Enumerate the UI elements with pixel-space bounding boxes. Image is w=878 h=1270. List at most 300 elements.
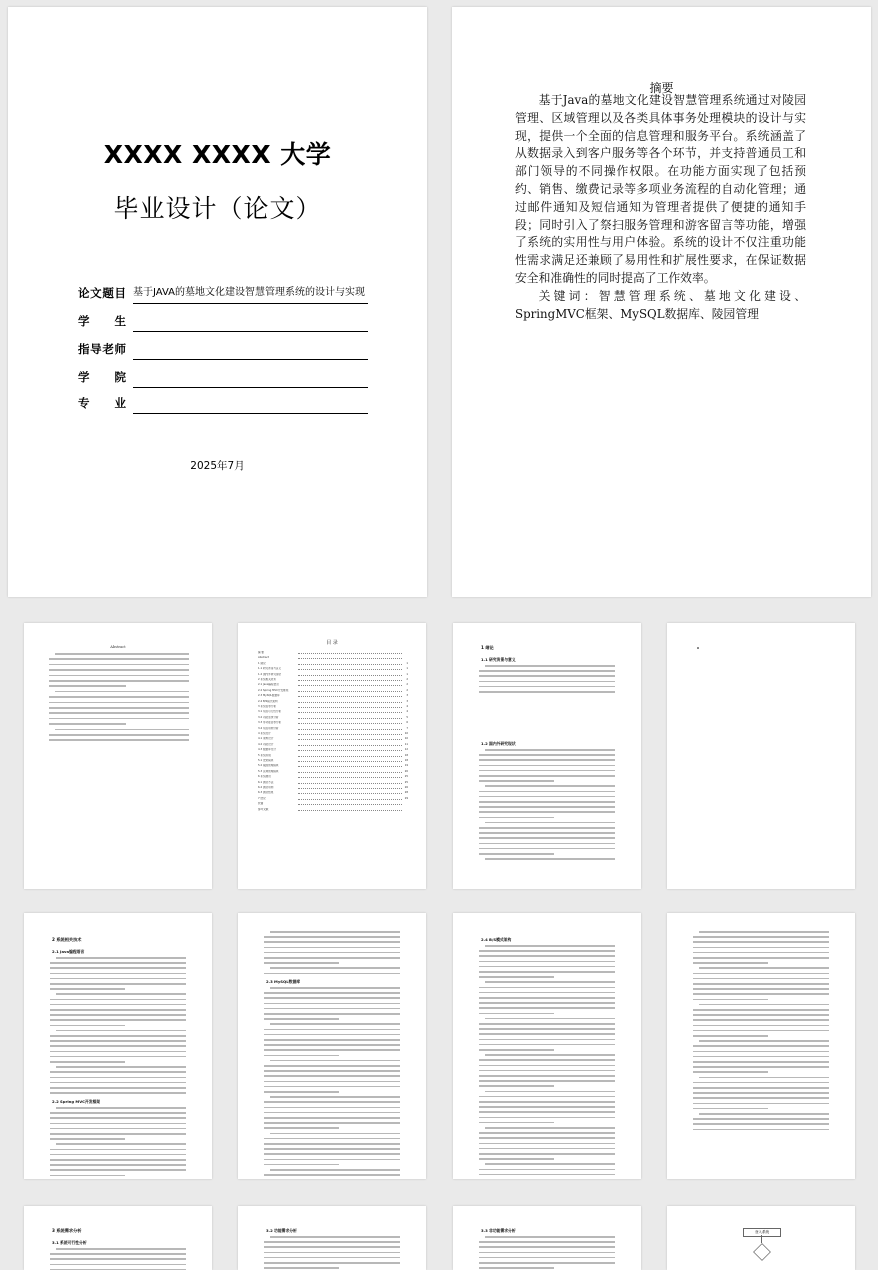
field-value (133, 311, 368, 332)
text-line (50, 1025, 125, 1027)
text-line (479, 1122, 554, 1124)
field-label: 学生 (78, 314, 126, 328)
text-line (479, 765, 615, 767)
text-line (49, 658, 189, 660)
toc-item-page: 2 (406, 683, 408, 687)
toc-item-label: 4.1 架构设计 (258, 737, 274, 741)
text-line (270, 1023, 400, 1025)
text-line (264, 1127, 339, 1129)
text-line (264, 947, 400, 949)
text-line (50, 1258, 186, 1260)
toc-item (258, 678, 408, 681)
toc-item (258, 673, 408, 676)
toc-item-label: 致谢 (258, 802, 264, 806)
text-line (693, 988, 829, 990)
text-line (479, 754, 615, 756)
text-line (693, 1056, 829, 1058)
text-line (479, 759, 615, 761)
toc-item (258, 710, 408, 713)
text-line (264, 1107, 400, 1109)
section-heading: 2.3 MySQL数据库 (266, 979, 301, 984)
text-line (479, 955, 615, 957)
thumbnail-blank-page[interactable] (667, 623, 855, 889)
section-heading: 1.2 国内外研究现状 (481, 741, 516, 746)
text-line (479, 1065, 615, 1067)
toc-item-page: 1 (406, 672, 408, 676)
text-line (50, 973, 186, 975)
toc-item-label: 2.4 B/S模式架构 (258, 699, 278, 703)
toc-item-page: 18 (404, 759, 408, 762)
text-line (50, 978, 186, 980)
text-line (50, 1133, 186, 1135)
text-line (479, 1033, 615, 1035)
toc-item-label: 5.3 区域管理模块 (258, 769, 279, 773)
text-line (50, 1169, 186, 1171)
abstract-body (515, 92, 806, 323)
text-line (693, 983, 829, 985)
toc-item-label: 摘 要 (258, 651, 265, 654)
text-line (693, 1045, 829, 1047)
toc-item (258, 808, 408, 811)
text-line (264, 997, 400, 999)
text-line (264, 1086, 400, 1088)
text-line (479, 1117, 615, 1119)
text-line (479, 832, 615, 834)
text-line (693, 1014, 829, 1016)
text-line (485, 1163, 615, 1165)
toc-item-page: 2 (406, 688, 408, 692)
text-line (264, 1065, 400, 1067)
toc-item (258, 743, 408, 746)
toc-item-page: 6 (406, 721, 408, 725)
toc-item (258, 802, 408, 805)
text-line (479, 806, 615, 808)
text-line (264, 1164, 339, 1166)
text-line (479, 817, 554, 819)
text-line (55, 729, 189, 731)
text-line (693, 1051, 829, 1053)
toc-item (258, 748, 408, 751)
text-line (50, 1014, 186, 1016)
text-line (479, 670, 615, 672)
text-line (485, 1054, 615, 1056)
text-line (50, 1164, 186, 1166)
toc-dots (298, 739, 402, 740)
text-line (50, 1077, 186, 1079)
field-value (133, 367, 368, 388)
text-line (49, 707, 189, 709)
toc-dots (298, 675, 402, 676)
text-line (270, 987, 400, 989)
toc-item-page: 5 (406, 715, 408, 719)
toc-item-label: Abstract (258, 656, 269, 660)
text-line (270, 1169, 400, 1171)
text-line (50, 983, 186, 985)
text-line (50, 967, 186, 969)
thumbnail-section-2-4[interactable] (453, 913, 641, 1179)
abstract-paragraph: 基于Java的墓地文化建设智慧管理系统通过对陵园管理、区域管理以及各类具体事务处理模块的设计与实现，提供一个全面的信息管理和服务平台。系统涵盖了从数据录入到客户服务等各个环节，并支持普通员工和部门领导的不同操作权限。在功能方面实现了包括预约、销售、缴费记录等多项业务流程的自动化管理；通过邮件通知及短信通知为管理者提供了便捷的通知手段；同时引入了祭扫服务管理和游客留言等功能，增强了系统的实用性与用户体验。系统的设计不仅注重功能性需求满足还兼顾了易用性和扩展性要求，在保证数据安全和准确性的同时提高了工作效率。 (515, 93, 806, 285)
thumbnail-continued-text[interactable] (667, 913, 855, 1179)
text-line (55, 691, 189, 693)
text-line (264, 1039, 400, 1041)
toc-item-label: 3.3 非功能需求分析 (258, 721, 282, 725)
text-line (49, 675, 189, 677)
text-line (270, 1236, 400, 1238)
text-line (264, 1044, 400, 1046)
toc-item (258, 662, 408, 665)
cover-date: 2025年7月 (190, 460, 245, 472)
toc-item-page: 7 (406, 726, 408, 730)
text-line (693, 936, 829, 938)
thumbnail-chapter-2[interactable] (24, 913, 212, 1179)
text-line (693, 1019, 829, 1021)
text-line (50, 1175, 125, 1177)
text-line (479, 675, 615, 677)
toc-item-label: 4.3 数据库设计 (258, 748, 276, 752)
abstract-page (452, 7, 871, 597)
toc-item (258, 754, 408, 757)
toc-item (258, 689, 408, 692)
toc-dots (298, 734, 402, 735)
toc-dots (298, 772, 402, 773)
toc-item-page: 3 (406, 694, 408, 698)
toc-item (258, 721, 408, 724)
text-line (50, 1154, 186, 1156)
text-line (479, 1267, 554, 1269)
toc-item-label: 2.1 Java编程语言 (258, 683, 279, 687)
text-line (264, 1117, 400, 1119)
toc-item-page: 2 (406, 678, 408, 681)
section-heading: 3.2 功能需求分析 (266, 1228, 297, 1233)
text-line (50, 1159, 186, 1161)
text-line (264, 1075, 400, 1077)
text-line (479, 1143, 615, 1145)
text-line (693, 1030, 829, 1032)
text-line (479, 1111, 615, 1113)
text-line (693, 973, 829, 975)
text-line (693, 1071, 768, 1073)
toc-dots (298, 685, 402, 686)
toc-item-page: 20 (404, 769, 408, 773)
toc-dots (298, 658, 402, 659)
text-line (264, 1148, 400, 1150)
text-line (50, 962, 186, 964)
text-line (699, 1004, 829, 1006)
cover-field-student (78, 311, 368, 339)
text-line (270, 1060, 400, 1062)
thumbnail-section-3-3[interactable] (453, 1206, 641, 1270)
toc-item (258, 786, 408, 789)
text-line (50, 1112, 186, 1114)
text-line (264, 1070, 400, 1072)
text-line (49, 712, 189, 714)
text-line (479, 843, 615, 845)
text-line (264, 957, 400, 959)
text-line (479, 1075, 615, 1077)
english-abstract-title: Abstract (110, 645, 126, 649)
text-line (485, 858, 615, 860)
section-heading: 3.1 系统可行性分析 (52, 1240, 87, 1245)
toc-item-label: 4 系统设计 (258, 732, 271, 735)
text-line (49, 723, 126, 725)
toc-dots (298, 653, 402, 654)
thumbnail-chapter-1[interactable] (453, 623, 641, 889)
text-line (50, 1040, 186, 1042)
page-mark (697, 647, 699, 649)
toc-item-page: 26 (404, 786, 408, 789)
text-line (693, 1035, 768, 1037)
toc-item-label: 6.3 测试结果 (258, 791, 274, 795)
text-line (479, 1044, 615, 1046)
text-line (479, 848, 615, 850)
text-line (479, 1039, 615, 1041)
thumbnail-flowchart[interactable] (667, 1206, 855, 1270)
section-heading: 2.1 Java编程语言 (52, 949, 85, 954)
toc-item-label: 2.2 Spring MVC开发框架 (258, 688, 289, 692)
toc-item (258, 716, 408, 719)
text-line (50, 1123, 186, 1125)
toc-item-label: 3.4 系统用例分析 (258, 726, 279, 730)
text-line (56, 957, 186, 959)
text-line (270, 1096, 400, 1098)
text-line (56, 1107, 186, 1109)
text-line (270, 967, 400, 969)
flowchart-decision (753, 1243, 771, 1261)
toc-item-label: 1.1 研究背景与意义 (258, 667, 282, 671)
thumbnail-chapter-3[interactable] (24, 1206, 212, 1270)
text-line (479, 1106, 615, 1108)
toc-item-label: 3 系统需求分析 (258, 705, 277, 708)
text-line (264, 1252, 400, 1254)
text-line (479, 1049, 554, 1051)
text-line (264, 1003, 400, 1005)
text-line (50, 1056, 186, 1058)
text-line (485, 665, 615, 667)
text-line (479, 987, 615, 989)
toc-item (258, 759, 408, 762)
field-label: 论文题目 (78, 286, 126, 300)
text-line (485, 749, 615, 751)
field-value (133, 393, 368, 414)
text-line (479, 691, 615, 693)
thumbnail-toc[interactable] (238, 623, 426, 889)
text-line (56, 1143, 186, 1145)
text-line (479, 961, 615, 963)
abstract-title: 摘要 (649, 81, 674, 95)
toc-item (258, 656, 408, 659)
text-line (479, 1085, 554, 1087)
toc-item (258, 727, 408, 730)
text-line (479, 1028, 615, 1030)
text-line (264, 936, 400, 938)
text-line (50, 1045, 186, 1047)
text-line (50, 1117, 186, 1119)
university-name: XXXX XXXX 大学 (103, 140, 332, 169)
toc-item-label: 4.2 功能设计 (258, 742, 274, 746)
text-line (479, 1096, 615, 1098)
cover-field-major (78, 393, 368, 421)
text-line (479, 1101, 615, 1103)
toc-dots (298, 691, 402, 692)
toc-dots (298, 766, 402, 767)
toc-item-page: 10 (404, 732, 408, 735)
text-line (50, 1019, 186, 1021)
text-line (485, 981, 615, 983)
text-line (485, 822, 615, 824)
text-line (699, 1077, 829, 1079)
text-line (693, 957, 829, 959)
text-line (50, 1253, 186, 1255)
text-line (56, 1030, 186, 1032)
text-line (479, 1174, 615, 1176)
toc-item-page: 1 (406, 661, 408, 665)
text-line (699, 931, 829, 933)
toc-dots (298, 707, 402, 708)
text-line (479, 1257, 615, 1259)
text-line (693, 952, 829, 954)
chapter-heading: 1 绪论 (481, 645, 494, 650)
text-line (693, 993, 829, 995)
thumbnail-english-abstract[interactable] (24, 623, 212, 889)
toc-item (258, 737, 408, 740)
text-line (50, 1138, 125, 1140)
text-line (264, 952, 400, 954)
toc-dots (298, 810, 402, 811)
thumbnail-section-2-3[interactable] (238, 913, 426, 1179)
text-line (693, 1097, 829, 1099)
text-line (264, 1034, 400, 1036)
text-line (49, 702, 189, 704)
text-line (264, 1049, 400, 1051)
text-line (479, 1262, 615, 1264)
text-line (49, 718, 189, 720)
toc-item (258, 764, 408, 767)
toc-dots (298, 788, 402, 789)
toc-dots (298, 669, 402, 670)
text-line (479, 992, 615, 994)
toc-item-page: 11 (404, 742, 408, 746)
text-line (49, 680, 189, 682)
text-line (50, 1082, 186, 1084)
text-line (485, 1236, 615, 1238)
text-line (479, 791, 615, 793)
toc-item (258, 667, 408, 670)
text-line (479, 770, 615, 772)
text-line (264, 1018, 339, 1020)
text-line (479, 950, 615, 952)
chapter-heading: 3 系统需求分析 (52, 1228, 82, 1233)
toc-item-page: 12 (404, 748, 408, 752)
toc-item-page: 28 (404, 791, 408, 795)
toc-dots (298, 793, 402, 794)
text-line (479, 1002, 615, 1004)
text-line (485, 785, 615, 787)
text-line (264, 992, 400, 994)
toc-item-page: 4 (406, 710, 408, 714)
text-line (49, 696, 189, 698)
text-line (479, 971, 615, 973)
toc-dots (298, 696, 402, 697)
thumbnail-section-3-2[interactable] (238, 1206, 426, 1270)
text-line (56, 1066, 186, 1068)
toc-dots (298, 756, 402, 757)
text-line (479, 811, 615, 813)
toc-dots (298, 783, 402, 784)
toc-item-label: 1.2 国内外研究现状 (258, 672, 282, 676)
toc-item-page: 18 (404, 753, 408, 757)
cover-page (8, 7, 427, 597)
text-line (479, 1153, 615, 1155)
toc-item-page: 1 (406, 667, 408, 671)
toc-item-label: 5.2 陵园管理模块 (258, 764, 279, 768)
toc-item-label: 2.3 MySQL数据库 (258, 694, 280, 698)
text-line (264, 941, 400, 943)
toc-item-page: 25 (404, 775, 408, 779)
cover-field-title (78, 283, 368, 311)
text-line (49, 739, 189, 741)
text-line (479, 1158, 554, 1160)
text-line (264, 1262, 400, 1264)
text-line (50, 988, 125, 990)
text-line (693, 1129, 829, 1131)
text-line (264, 1008, 400, 1010)
text-line (50, 1264, 186, 1266)
field-label: 专业 (78, 396, 126, 410)
text-line (270, 931, 400, 933)
toc-dots (298, 799, 402, 800)
text-line (264, 1101, 400, 1103)
toc-dots (298, 664, 402, 665)
text-line (485, 945, 615, 947)
text-line (693, 941, 829, 943)
toc-item-page: 29 (404, 796, 408, 800)
text-line (479, 681, 615, 683)
toc-item-label: 6 系统测试 (258, 775, 271, 779)
toc-item-page: 10 (404, 737, 408, 741)
text-line (479, 976, 554, 978)
toc-item-label: 5 系统实现 (258, 753, 271, 757)
text-line (479, 1252, 615, 1254)
toc-item-label: 6.1 测试方法 (258, 780, 274, 784)
text-line (49, 734, 189, 736)
text-line (699, 1040, 829, 1042)
toc-item-label: 3.1 系统可行性分析 (258, 710, 282, 714)
toc-item (258, 775, 408, 778)
toc-dots (298, 680, 402, 681)
cover-field-advisor (78, 339, 368, 367)
text-line (55, 653, 189, 655)
toc-item (258, 651, 408, 654)
text-line (264, 1143, 400, 1145)
toc-item-label: 7 结论 (258, 796, 266, 800)
cover-field-college (78, 367, 368, 395)
text-line (693, 962, 768, 964)
toc-dots (298, 723, 402, 724)
section-heading: 2.4 B/S模式架构 (481, 937, 512, 942)
text-line (264, 1267, 339, 1269)
toc-dots (298, 777, 402, 778)
text-line (264, 1091, 339, 1093)
toc-item-label: 6.2 测试用例 (258, 786, 274, 789)
field-label: 指导老师 (78, 342, 126, 356)
toc-dots (298, 712, 402, 713)
text-line (479, 1137, 615, 1139)
toc-item (258, 770, 408, 773)
toc-item-label: 参考文献 (258, 807, 269, 811)
text-line (693, 978, 829, 980)
text-line (49, 685, 126, 687)
toc-dots (298, 718, 402, 719)
